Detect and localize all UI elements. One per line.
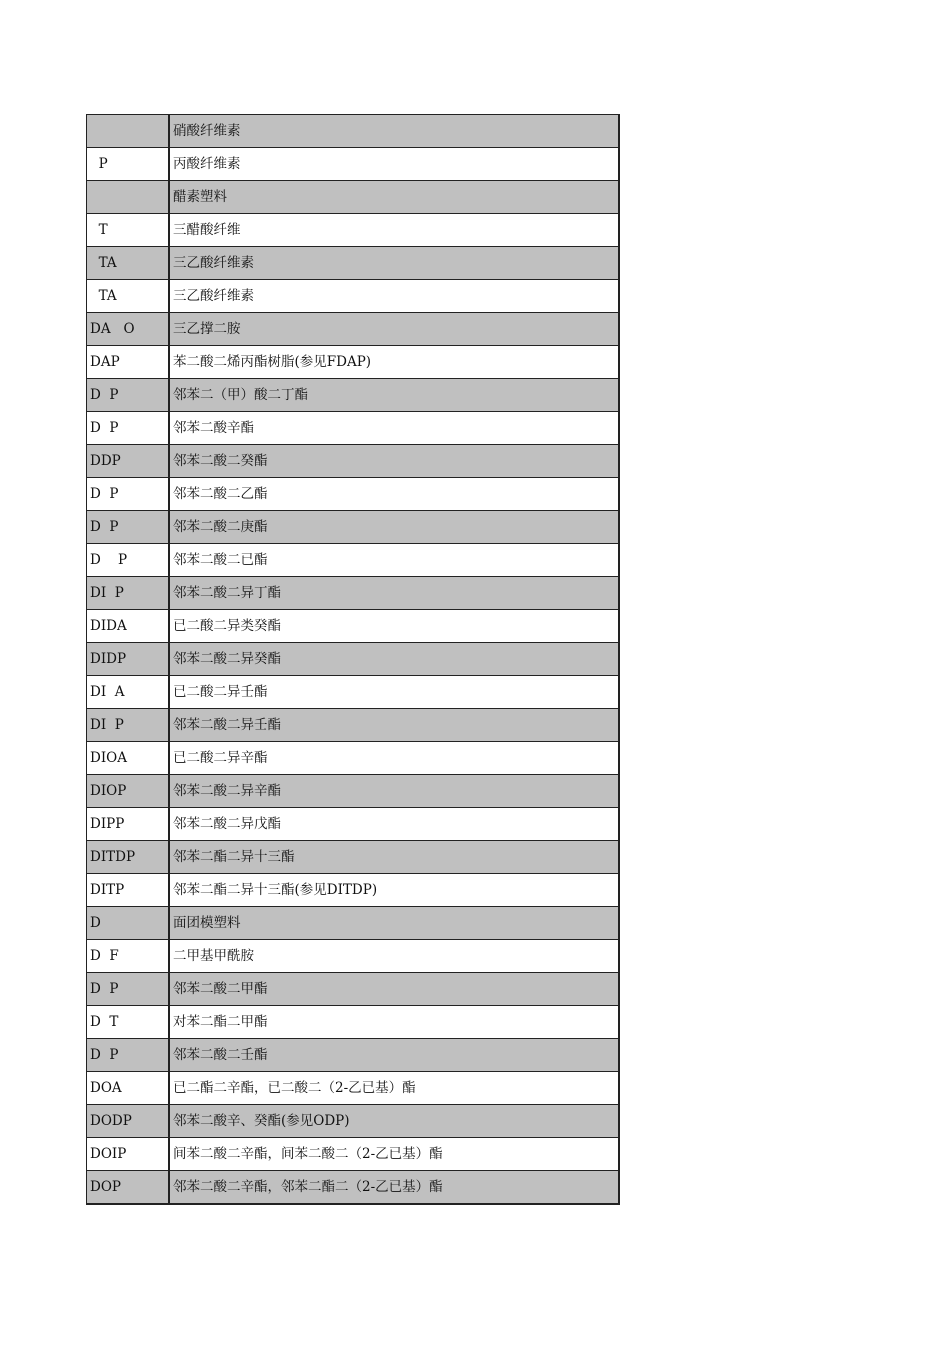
chemical-name-cell: 邻苯二（甲）酸二丁酯	[169, 379, 619, 412]
abbreviation-cell: DOIP	[87, 1138, 170, 1171]
abbreviation-cell: D P	[87, 379, 170, 412]
chemical-name-cell: 已二酸二异类癸酯	[169, 610, 619, 643]
table-row	[87, 808, 620, 841]
table-row	[87, 973, 620, 1006]
abbreviation-table-body	[87, 115, 620, 1205]
table-row	[87, 511, 620, 544]
chemical-name-cell: 邻苯二酸二异丁酯	[169, 577, 619, 610]
table-row	[87, 643, 620, 676]
abbreviation-cell: DAP	[87, 346, 170, 379]
abbreviation-cell	[87, 115, 170, 148]
table-row	[87, 379, 620, 412]
chemical-name-cell: 邻苯二酸二已酯	[169, 544, 619, 577]
chemical-name-cell: 邻苯二酸辛酯	[169, 412, 619, 445]
abbreviation-cell: TA	[87, 247, 170, 280]
chemical-name-cell: 邻苯二酸二壬酯	[169, 1039, 619, 1072]
abbreviation-cell: DIPP	[87, 808, 170, 841]
chemical-name-cell: 邻苯二酯二异十三酯(参见DITDP)	[169, 874, 619, 907]
chemical-name-cell: 邻苯二酸二异壬酯	[169, 709, 619, 742]
table-row	[87, 313, 620, 346]
table-row	[87, 247, 620, 280]
chemical-name-cell: 邻苯二酯二异十三酯	[169, 841, 619, 874]
chemical-name-cell: 邻苯二酸二甲酯	[169, 973, 619, 1006]
table-row	[87, 676, 620, 709]
chemical-name-cell: 邻苯二酸二异戊酯	[169, 808, 619, 841]
abbreviation-cell: D P	[87, 412, 170, 445]
abbreviation-cell: DOA	[87, 1072, 170, 1105]
abbreviation-cell: DIDP	[87, 643, 170, 676]
chemical-name-cell: 面团模塑料	[169, 907, 619, 940]
abbreviation-cell: D P	[87, 1039, 170, 1072]
chemical-name-cell: 邻苯二酸二癸酯	[169, 445, 619, 478]
chemical-name-cell: 邻苯二酸二乙酯	[169, 478, 619, 511]
chemical-name-cell: 对苯二酯二甲酯	[169, 1006, 619, 1039]
table-row	[87, 214, 620, 247]
table-row	[87, 346, 620, 379]
abbreviation-cell: DITDP	[87, 841, 170, 874]
abbreviation-cell: TA	[87, 280, 170, 313]
chemical-name-cell: 邻苯二酸二异癸酯	[169, 643, 619, 676]
abbreviation-cell: D	[87, 907, 170, 940]
table-row	[87, 1039, 620, 1072]
table-row	[87, 841, 620, 874]
table-row	[87, 940, 620, 973]
abbreviation-cell: D P	[87, 478, 170, 511]
abbreviation-cell: T	[87, 214, 170, 247]
table-row	[87, 775, 620, 808]
abbreviation-cell: D F	[87, 940, 170, 973]
table-row	[87, 1171, 620, 1205]
chemical-name-cell: 邻苯二酸二辛酯，邻苯二酯二（2-乙已基）酯	[169, 1171, 619, 1205]
table-row	[87, 709, 620, 742]
chemical-name-cell: 间苯二酸二辛酯，间苯二酸二（2-乙已基）酯	[169, 1138, 619, 1171]
abbreviation-cell: DITP	[87, 874, 170, 907]
abbreviation-cell: DDP	[87, 445, 170, 478]
table-row	[87, 148, 620, 181]
abbreviation-cell: D T	[87, 1006, 170, 1039]
chemical-name-cell: 已二酸二异辛酯	[169, 742, 619, 775]
chemical-name-cell: 三乙撑二胺	[169, 313, 619, 346]
chemical-name-cell: 丙酸纤维素	[169, 148, 619, 181]
table-row	[87, 742, 620, 775]
abbreviation-cell: D P	[87, 511, 170, 544]
table-row	[87, 874, 620, 907]
abbreviation-cell: DI P	[87, 577, 170, 610]
table-row	[87, 181, 620, 214]
chemical-name-cell: 邻苯二酸辛、癸酯(参见ODP)	[169, 1105, 619, 1138]
table-row	[87, 1072, 620, 1105]
abbreviation-table	[86, 114, 620, 1205]
table-row	[87, 1006, 620, 1039]
chemical-name-cell: 邻苯二酸二庚酯	[169, 511, 619, 544]
chemical-name-cell: 已二酯二辛酯，已二酸二（2-乙已基）酯	[169, 1072, 619, 1105]
chemical-name-cell: 已二酸二异壬酯	[169, 676, 619, 709]
chemical-name-cell: 醋素塑料	[169, 181, 619, 214]
chemical-name-cell: 三乙酸纤维素	[169, 247, 619, 280]
abbreviation-cell: DI P	[87, 709, 170, 742]
abbreviation-cell: DIDA	[87, 610, 170, 643]
abbreviation-cell: D P	[87, 973, 170, 1006]
table-row	[87, 544, 620, 577]
table-row	[87, 445, 620, 478]
chemical-name-cell: 邻苯二酸二异辛酯	[169, 775, 619, 808]
chemical-name-cell: 苯二酸二烯丙酯树脂(参见FDAP)	[169, 346, 619, 379]
table-row	[87, 115, 620, 148]
table-row	[87, 610, 620, 643]
abbreviation-cell: DA O	[87, 313, 170, 346]
table-row	[87, 280, 620, 313]
chemical-name-cell: 硝酸纤维素	[169, 115, 619, 148]
abbreviation-cell: DIOP	[87, 775, 170, 808]
abbreviation-cell: DI A	[87, 676, 170, 709]
abbreviation-cell: D P	[87, 544, 170, 577]
table-row	[87, 1105, 620, 1138]
abbreviation-cell	[87, 181, 170, 214]
table-row	[87, 478, 620, 511]
table-row	[87, 412, 620, 445]
chemical-name-cell: 二甲基甲酰胺	[169, 940, 619, 973]
chemical-name-cell: 三醋酸纤维	[169, 214, 619, 247]
abbreviation-cell: P	[87, 148, 170, 181]
table-row	[87, 907, 620, 940]
table-row	[87, 577, 620, 610]
abbreviation-cell: DODP	[87, 1105, 170, 1138]
chemical-name-cell: 三乙酸纤维素	[169, 280, 619, 313]
abbreviation-cell: DIOA	[87, 742, 170, 775]
abbreviation-cell: DOP	[87, 1171, 170, 1205]
table-row	[87, 1138, 620, 1171]
